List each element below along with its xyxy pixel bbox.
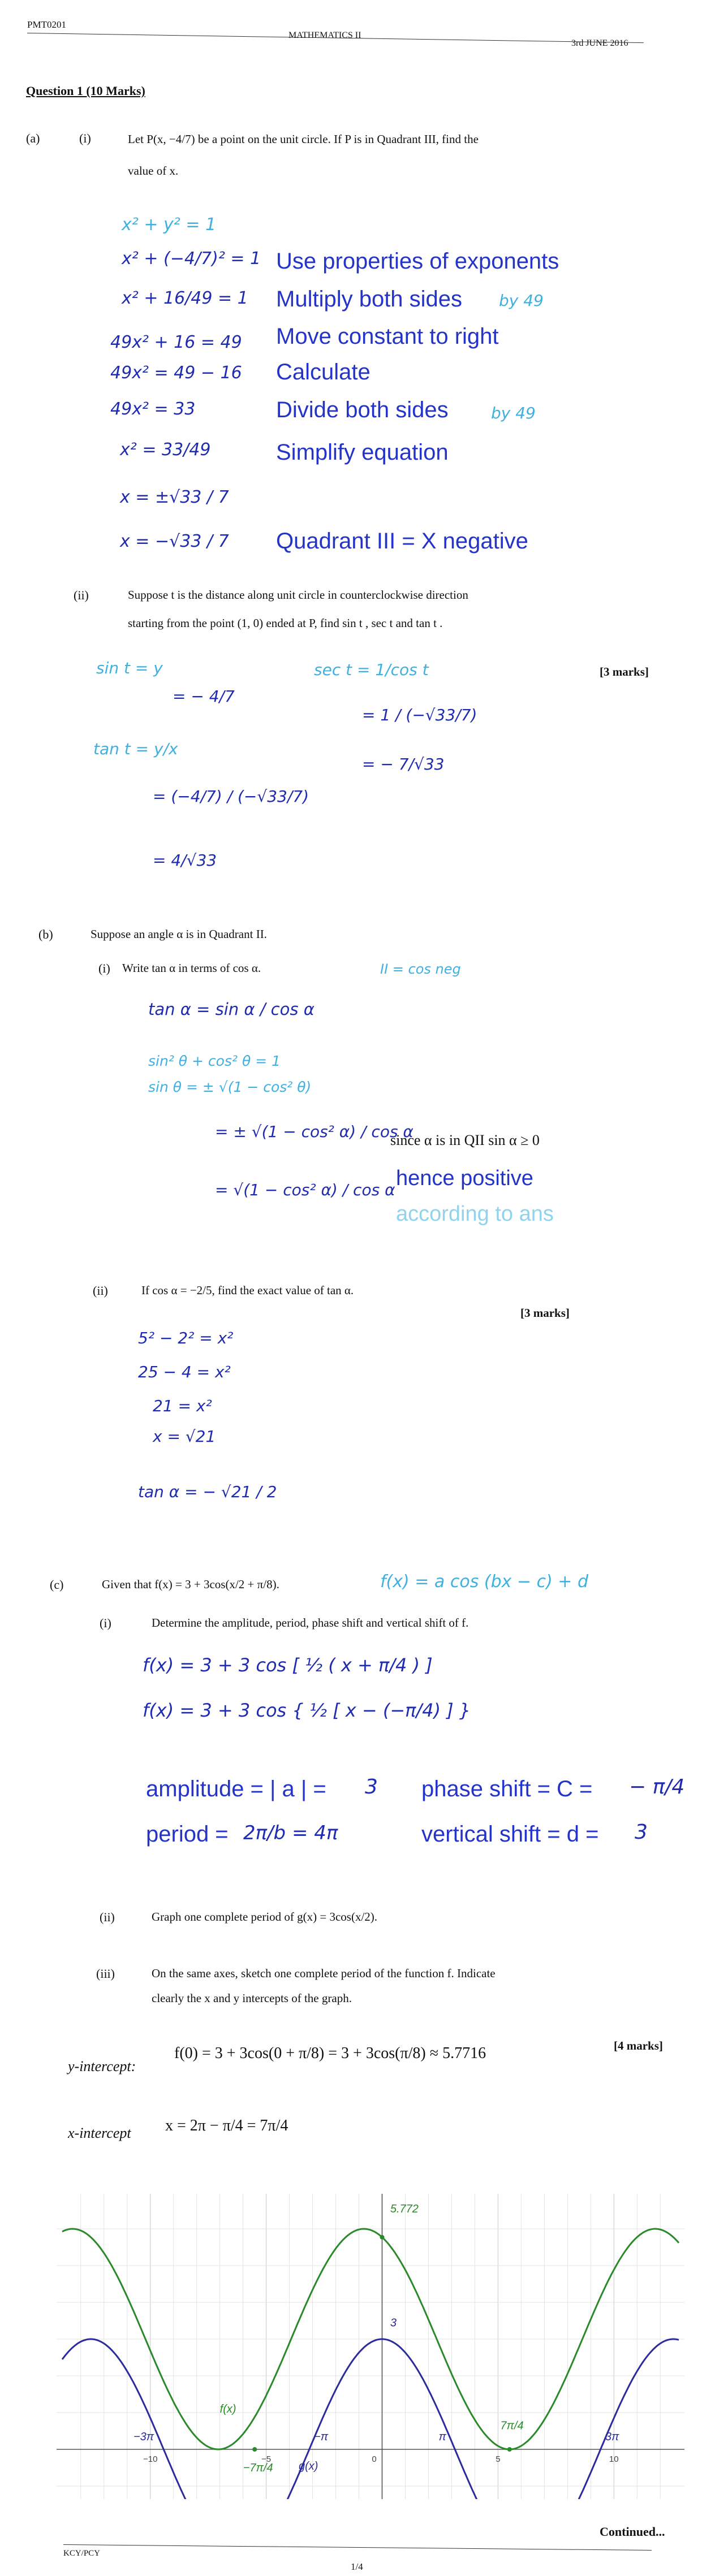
part-b-ii-label: (ii): [93, 1283, 108, 1298]
part-b-i-label: (i): [98, 961, 110, 975]
continued-label: Continued...: [600, 2525, 665, 2539]
footer-initials: KCY/PCY: [63, 2549, 101, 2558]
hint-note: II = cos neg: [380, 961, 461, 977]
tan-line: = 4/√33: [153, 851, 217, 870]
tan-line: = (−4/7) / (−√33/7): [153, 787, 309, 806]
phase-shift-label: phase shift = C =: [421, 1777, 593, 1801]
annotation-f-min: −7π/4: [243, 2462, 273, 2474]
graph-axes: [57, 2194, 684, 2499]
tan-line: tan t = y/x: [93, 740, 178, 758]
series-label-g: g(x): [298, 2460, 318, 2473]
period-label: period =: [146, 1822, 229, 1847]
step-note: Move constant to right: [276, 324, 499, 349]
sec-line: = 1 / (−√33/7): [362, 706, 477, 724]
equation-line: 21 = x²: [153, 1397, 212, 1415]
part-c-ii-label: (ii): [100, 1910, 115, 1924]
equation-line: 25 − 4 = x²: [138, 1363, 231, 1381]
marks-label: [4 marks]: [614, 2039, 663, 2052]
point-marker: [252, 2447, 257, 2452]
sec-line: = − 7/√33: [362, 755, 445, 773]
equation-line: x = −√33 / 7: [120, 531, 229, 551]
vertical-shift-value: 3: [635, 1821, 648, 1844]
exam-date: 3rd JUNE 2016: [571, 38, 628, 48]
phase-shift-value: − π/4: [629, 1775, 685, 1799]
graph-ticks: [143, 2454, 619, 2464]
part-c-iii-question: On the same axes, sketch one complete period of the function f. Indicate: [152, 1966, 496, 1980]
part-c-given: Given that f(x) = 3 + 3cos(x/2 + π/8).: [102, 1577, 279, 1591]
annotation-y-intercept-f: 5.772: [390, 2202, 419, 2215]
part-c-i-label: (i): [100, 1616, 111, 1630]
graph-grid: [57, 2194, 684, 2499]
equation-line: = ± √(1 − cos² α) / cos α: [215, 1122, 414, 1141]
equation-line: 49x² = 33: [110, 399, 196, 419]
point-marker: [507, 2447, 512, 2452]
part-a-i-question-line2: value of x.: [128, 164, 179, 178]
part-a-ii-question-line2: starting from the point (1, 0) ended at P, find sin t , sec t and tan t .: [128, 616, 443, 630]
part-a-label: (a): [26, 131, 40, 145]
equation-line: x² = 33/49: [120, 440, 211, 460]
annotation-f-intercept: 7π/4: [500, 2419, 524, 2432]
equation-line: 49x² = 49 − 16: [110, 363, 242, 383]
annotation-x-intercept: −3π: [133, 2430, 154, 2443]
equation-line: 49x² + 16 = 49: [110, 332, 242, 352]
annotation-y-intercept-g: 3: [390, 2316, 397, 2329]
step-note: Use properties of exponents: [276, 249, 559, 274]
course-code: PMT0201: [27, 19, 66, 30]
equation-line: = √(1 − cos² α) / cos α: [215, 1181, 395, 1199]
graph-annotations: [133, 2203, 619, 2474]
subject-title: MATHEMATICS II: [288, 31, 361, 40]
step-note: Divide both sides: [276, 397, 449, 422]
part-c-ii-question: Graph one complete period of g(x) = 3cos(x/2).: [152, 1910, 378, 1924]
annotation-x-intercept: 3π: [605, 2430, 619, 2443]
part-c-i-question: Determine the amplitude, period, phase shift and vertical shift of f.: [152, 1616, 469, 1630]
equation-line: x = ±√33 / 7: [120, 487, 229, 507]
step-note: Quadrant III = X negative: [276, 529, 528, 554]
cosine-graph: [57, 2194, 684, 2499]
equation-line: sin θ = ± √(1 − cos² θ): [148, 1079, 312, 1095]
x-intercept-label: x-intercept: [68, 2125, 131, 2141]
equation-line: x = √21: [153, 1427, 216, 1446]
y-intercept-label: y-intercept:: [68, 2058, 136, 2074]
equation-line: 5² − 2² = x²: [138, 1329, 234, 1347]
part-b-i-question: Write tan α in terms of cos α.: [122, 961, 261, 975]
tick-label: −10: [143, 2454, 158, 2464]
step-note: Simplify equation: [276, 440, 449, 465]
tick-label: 5: [496, 2454, 501, 2464]
part-c-iii-question-line2: clearly the x and y intercepts of the graph.: [152, 1991, 352, 2005]
x-intercept-equation: x = 2π − π/4 = 7π/4: [165, 2117, 288, 2134]
tick-label: 10: [609, 2454, 619, 2464]
equation-line: tan α = − √21 / 2: [138, 1483, 277, 1501]
equation-line: sin² θ + cos² θ = 1: [148, 1053, 281, 1069]
annotation-x-intercept: −π: [313, 2430, 329, 2443]
equation-line: f(x) = 3 + 3 cos [ ½ ( x + π/4 ) ]: [143, 1654, 433, 1676]
step-note: Multiply both sides: [276, 287, 463, 312]
tick-label: 0: [372, 2454, 377, 2464]
vertical-shift-label: vertical shift = d =: [421, 1822, 599, 1847]
amplitude-label: amplitude = | a | =: [146, 1777, 326, 1801]
part-a-ii-label: (ii): [74, 588, 89, 602]
part-c-iii-label: (iii): [96, 1966, 115, 1981]
annotation-x-intercept: π: [438, 2430, 446, 2443]
equation-line: x² + (−4/7)² = 1: [122, 249, 261, 269]
sin-line: sin t = y: [96, 659, 163, 677]
part-c-label: (c): [50, 1577, 64, 1592]
sin-line: = − 4/7: [173, 687, 235, 706]
point-marker: [380, 2235, 384, 2240]
footer-rule: [63, 2544, 652, 2551]
marks-label: [3 marks]: [520, 1306, 570, 1320]
equation-line: x² + y² = 1: [122, 215, 217, 235]
series-label-f: f(x): [219, 2403, 236, 2415]
hence-note: hence positive: [396, 1166, 533, 1190]
step-note-extra: by 49: [499, 291, 544, 310]
equation-line: f(x) = 3 + 3 cos { ½ [ x − (−π/4) ] }: [143, 1700, 471, 1721]
part-a-ii-question: Suppose t is the distance along unit circle in counterclockwise direction: [128, 588, 468, 602]
tick-label: −5: [261, 2454, 272, 2464]
part-b-label: (b): [38, 927, 53, 941]
equation-line: tan α = sin α / cos α: [148, 1000, 315, 1019]
step-note: Calculate: [276, 360, 371, 384]
y-intercept-equation: f(0) = 3 + 3cos(0 + π/8) = 3 + 3cos(π/8) ≈ 5.7716: [174, 2045, 486, 2062]
question-title: Question 1 (10 Marks): [26, 84, 145, 98]
marks-label: [3 marks]: [600, 665, 649, 678]
equation-line: x² + 16/49 = 1: [122, 288, 248, 308]
part-b-intro: Suppose an angle α is in Quadrant II.: [91, 927, 267, 941]
since-note: since α is in QII sin α ≥ 0: [390, 1132, 540, 1148]
page-number: 1/4: [351, 2561, 363, 2572]
general-form-note: f(x) = a cos (bx − c) + d: [380, 1572, 589, 1592]
sec-line: sec t = 1/cos t: [314, 660, 429, 679]
amplitude-value: 3: [365, 1775, 378, 1799]
step-note-extra: by 49: [491, 404, 536, 422]
according-note: according to ans: [396, 1202, 554, 1226]
part-b-ii-question: If cos α = −2/5, find the exact value of tan α.: [141, 1283, 354, 1297]
period-value: 2π/b = 4π: [243, 1822, 338, 1844]
part-a-i-label: (i): [79, 131, 91, 145]
part-a-i-question: Let P(x, −4/7) be a point on the unit circle. If P is in Quadrant III, find the: [128, 132, 479, 146]
